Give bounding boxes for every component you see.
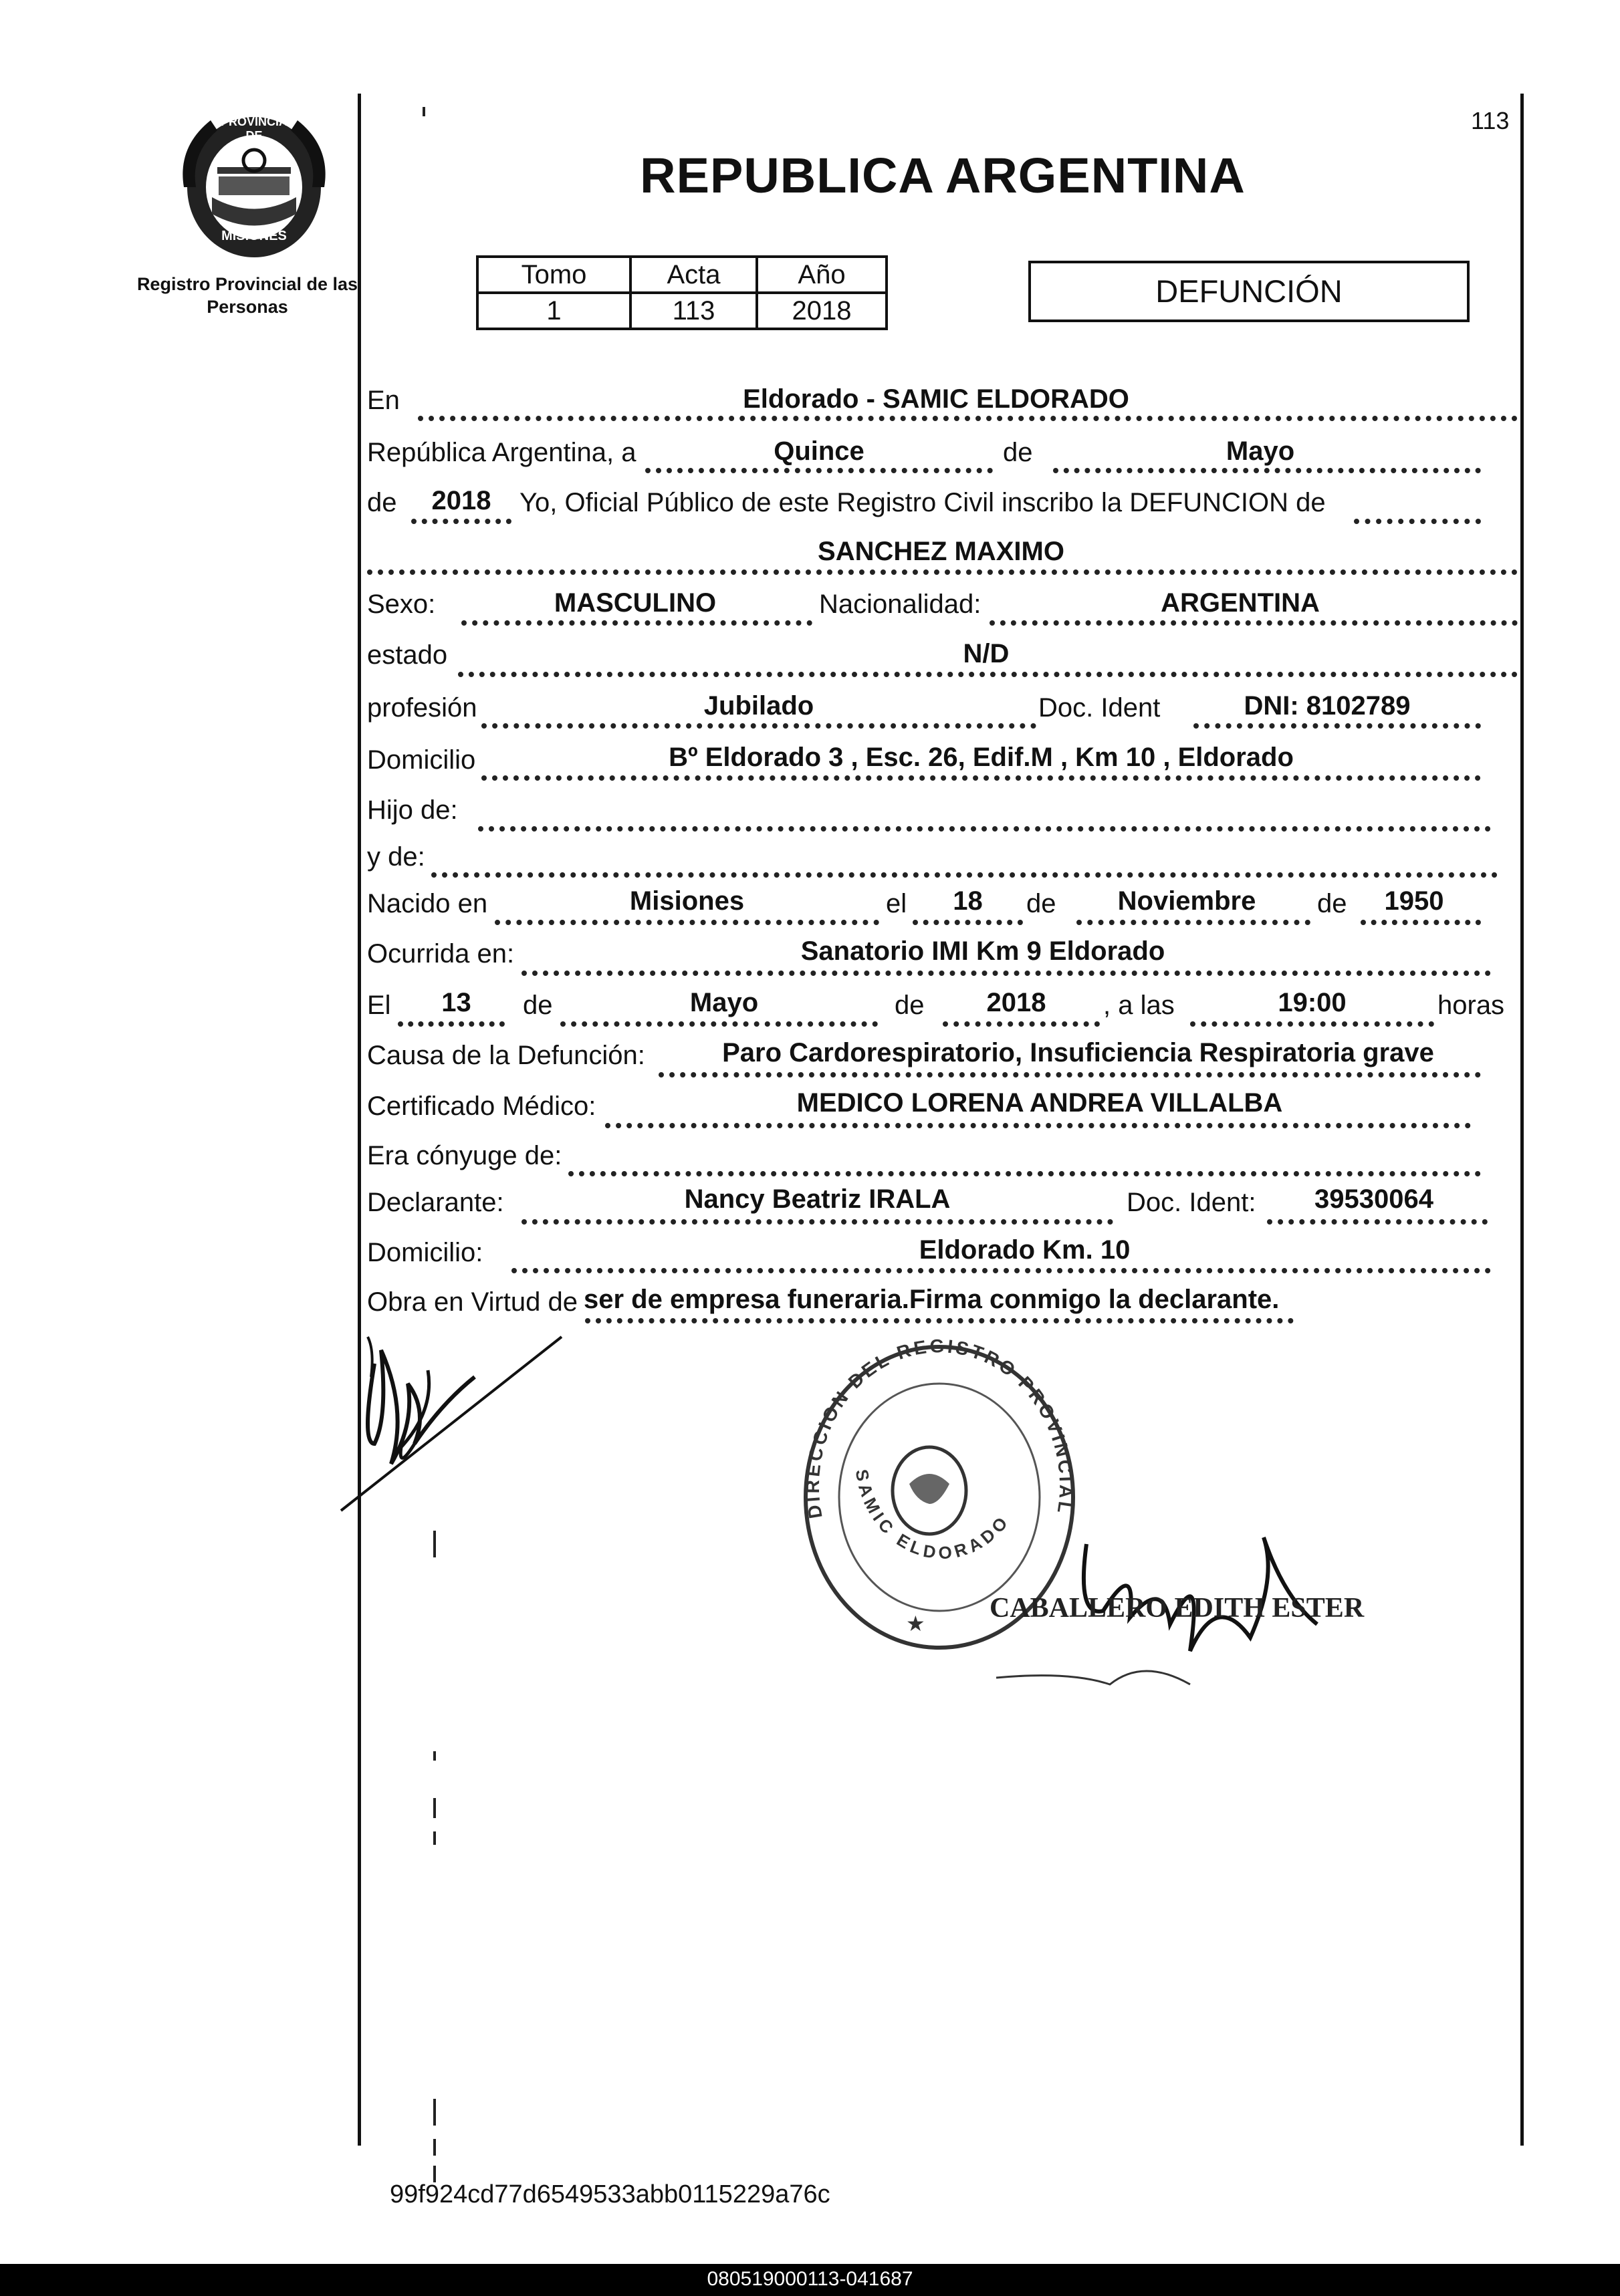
doc-label: Doc. Ident bbox=[1038, 693, 1161, 723]
page-number: 113 bbox=[1471, 107, 1510, 134]
scan-mark bbox=[433, 1831, 436, 1845]
dotted-line bbox=[1361, 920, 1481, 925]
dotted-line bbox=[605, 1123, 1471, 1128]
dotted-line bbox=[659, 1072, 1481, 1077]
causa-value: Paro Cardorespiratorio, Insuficiencia Respiratoria grave bbox=[722, 1038, 1434, 1067]
declarante-label: Declarante: bbox=[367, 1188, 504, 1217]
year-value: 2018 bbox=[431, 486, 491, 515]
dotted-line bbox=[418, 416, 1518, 421]
barcode-text: 080519000113-041687 bbox=[707, 2268, 913, 2290]
dotted-line bbox=[568, 1171, 1481, 1176]
birth-year: 1950 bbox=[1384, 886, 1444, 916]
decl-doc-value: 39530064 bbox=[1314, 1184, 1433, 1214]
dotted-line bbox=[913, 920, 1023, 925]
dotted-line bbox=[522, 971, 1491, 976]
birth-day: 18 bbox=[953, 886, 983, 916]
ano-value: 2018 bbox=[757, 293, 887, 329]
dotted-line bbox=[458, 672, 1518, 677]
domicilio-label: Domicilio bbox=[367, 745, 476, 775]
death-time: 19:00 bbox=[1278, 988, 1347, 1017]
stamp-outer-text: DIRECCION DEL REGISTRO PROVINCIAL bbox=[802, 1337, 1077, 1521]
estado-label: estado bbox=[367, 640, 448, 670]
death-day: 13 bbox=[441, 988, 471, 1017]
deceased-name: SANCHEZ MAXIMO bbox=[818, 537, 1064, 566]
scan-mark bbox=[433, 2139, 436, 2156]
yde-label: y de: bbox=[367, 842, 425, 872]
death-month: Mayo bbox=[689, 988, 759, 1017]
hijo-label: Hijo de: bbox=[367, 795, 458, 825]
stamp-inner-text: SAMIC ELDORADO bbox=[851, 1467, 1014, 1563]
sexo-value: MASCULINO bbox=[554, 588, 717, 618]
de-label: de bbox=[1317, 889, 1347, 918]
record-table bbox=[476, 255, 888, 330]
estado-value: N/D bbox=[963, 639, 1010, 668]
registry-name: Registro Provincial de las Personas bbox=[136, 274, 358, 317]
dotted-line bbox=[645, 468, 993, 473]
obra-label: Obra en Virtud de bbox=[367, 1287, 578, 1317]
country-title: REPUBLICA ARGENTINA bbox=[640, 148, 1246, 203]
dotted-line bbox=[478, 826, 1491, 832]
birth-month: Noviembre bbox=[1117, 886, 1256, 916]
en-label: En bbox=[367, 386, 400, 415]
certificado-label: Certificado Médico: bbox=[367, 1092, 596, 1121]
en-value: Eldorado - SAMIC ELDORADO bbox=[743, 384, 1129, 414]
republica-label: República Argentina, a bbox=[367, 438, 637, 467]
conyuge-label: Era cónyuge de: bbox=[367, 1141, 562, 1170]
decl-doc-label: Doc. Ident: bbox=[1127, 1188, 1256, 1217]
left-margin-line bbox=[358, 94, 361, 2146]
inscribo-text: Yo, Oficial Público de este Registro Civil inscribo la DEFUNCION de bbox=[519, 488, 1326, 517]
alas-label: , a las bbox=[1103, 991, 1175, 1020]
dotted-line bbox=[1354, 519, 1481, 524]
scan-mark bbox=[433, 1798, 436, 1818]
dotted-line bbox=[495, 920, 879, 925]
dotted-line bbox=[1190, 1021, 1434, 1027]
horas-label: horas bbox=[1437, 991, 1505, 1020]
dotted-line bbox=[560, 1021, 878, 1027]
de-label: de bbox=[1026, 889, 1056, 918]
dotted-line bbox=[481, 775, 1481, 781]
dotted-line bbox=[1053, 468, 1481, 473]
dotted-line bbox=[990, 620, 1518, 626]
de-label: de bbox=[367, 488, 397, 517]
ocurrida-value: Sanatorio IMI Km 9 Eldorado bbox=[800, 936, 1165, 966]
el-upper-label: El bbox=[367, 991, 391, 1020]
month-value: Mayo bbox=[1226, 436, 1295, 466]
dotted-line bbox=[1193, 723, 1481, 729]
dotted-line bbox=[511, 1268, 1491, 1273]
scan-mark bbox=[423, 107, 425, 116]
officer-name: CABALLERO EDITH ESTER bbox=[990, 1593, 1365, 1624]
dotted-line bbox=[585, 1318, 1294, 1323]
dotted-line bbox=[481, 723, 1036, 729]
scan-mark bbox=[433, 1751, 436, 1761]
day-value: Quince bbox=[774, 436, 864, 466]
decl-domicilio-label: Domicilio: bbox=[367, 1238, 483, 1267]
dotted-line bbox=[367, 569, 1518, 575]
doc-value: DNI: 8102789 bbox=[1244, 691, 1411, 721]
tomo-value: 1 bbox=[477, 293, 630, 329]
domicilio-value: Bº Eldorado 3 , Esc. 26, Edif.M , Km 10 , Eldorado bbox=[669, 743, 1294, 772]
de-label: de bbox=[1003, 438, 1033, 467]
tomo-header: Tomo bbox=[477, 257, 630, 293]
record-type: DEFUNCIÓN bbox=[1028, 261, 1470, 322]
de-label: de bbox=[895, 991, 925, 1020]
right-margin-line bbox=[1520, 94, 1524, 2146]
profesion-label: profesión bbox=[367, 693, 477, 723]
de-label: de bbox=[523, 991, 553, 1020]
certificado-value: MEDICO LORENA ANDREA VILLALBA bbox=[796, 1088, 1283, 1118]
causa-label: Causa de la Defunción: bbox=[367, 1041, 645, 1070]
nacido-label: Nacido en bbox=[367, 889, 488, 918]
obra-value: ser de empresa funeraria.Firma conmigo la declarante. bbox=[584, 1285, 1280, 1314]
seal-text-top: PROVINCIA DE bbox=[220, 115, 287, 142]
ano-header: Año bbox=[757, 257, 887, 293]
dotted-line bbox=[398, 1021, 505, 1027]
dotted-line bbox=[411, 519, 511, 524]
dotted-line bbox=[943, 1021, 1100, 1027]
ocurrida-label: Ocurrida en: bbox=[367, 939, 515, 969]
dotted-line bbox=[1267, 1219, 1488, 1225]
declarante-value: Nancy Beatriz IRALA bbox=[684, 1184, 951, 1214]
dotted-line bbox=[431, 872, 1498, 878]
acta-header: Acta bbox=[630, 257, 757, 293]
acta-value: 113 bbox=[630, 293, 757, 329]
dotted-line bbox=[1076, 920, 1310, 925]
death-year: 2018 bbox=[986, 988, 1046, 1017]
el-label: el bbox=[886, 889, 907, 918]
nacionalidad-label: Nacionalidad: bbox=[819, 590, 981, 619]
svg-text:★: ★ bbox=[906, 1612, 925, 1636]
nacido-value: Misiones bbox=[629, 886, 745, 916]
document-hash: 99f924cd77d6549533abb0115229a76c bbox=[390, 2180, 830, 2208]
dotted-line bbox=[461, 620, 812, 626]
official-signature bbox=[334, 1310, 575, 1537]
scan-mark bbox=[433, 2099, 436, 2126]
nacionalidad-value: ARGENTINA bbox=[1161, 588, 1320, 618]
dotted-line bbox=[522, 1219, 1113, 1225]
sexo-label: Sexo: bbox=[367, 590, 436, 619]
profesion-value: Jubilado bbox=[703, 691, 814, 721]
seal-text-bottom: MISIONES bbox=[221, 229, 287, 243]
decl-domicilio-value: Eldorado Km. 10 bbox=[919, 1235, 1131, 1265]
